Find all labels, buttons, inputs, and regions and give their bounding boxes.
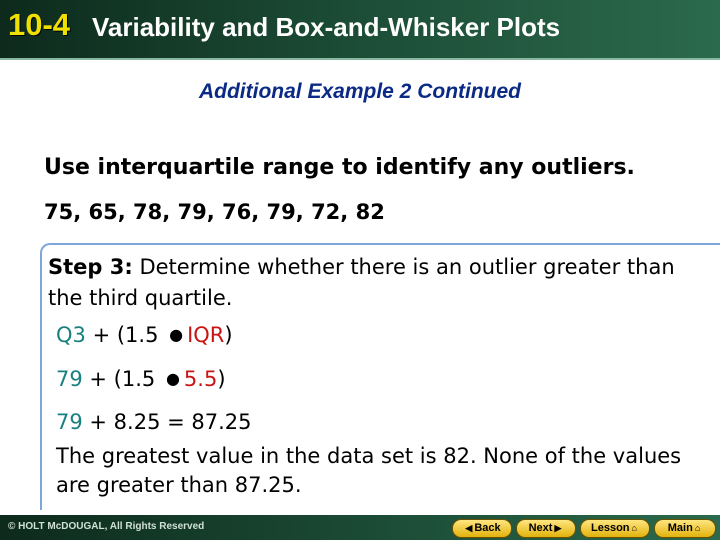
calc-line-2-end: ) — [217, 367, 226, 391]
copyright-text: © HOLT McDOUGAL, All Rights Reserved — [8, 521, 205, 532]
iqr-term: IQR — [187, 323, 225, 347]
main-button[interactable] — [654, 519, 716, 538]
back-label: Back — [474, 522, 501, 534]
lesson-title: Variability and Box-and-Whisker Plots — [92, 12, 561, 42]
iqr-value: 5.5 — [183, 367, 218, 391]
step-label: Step 3: — [48, 255, 133, 279]
calc-line-1 — [56, 323, 233, 347]
next-label: Next — [528, 522, 553, 534]
slide-footer — [0, 515, 720, 540]
calc-line-2-mid: + (1.5 — [82, 367, 162, 391]
step-text: Determine whether there is an outlier greater than the third quartile. — [48, 255, 675, 310]
slide-header — [0, 0, 720, 60]
calc-line-3-rest: + 8.25 = 87.25 — [82, 410, 252, 434]
q3-term: Q3 — [56, 323, 86, 347]
lesson-label: Lesson — [591, 522, 630, 534]
instruction-text: Use interquartile range to identify any outliers. — [44, 155, 635, 180]
house-icon: ⌂ — [694, 523, 701, 533]
lesson-button[interactable] — [580, 519, 650, 538]
dataset-values: 75, 65, 78, 79, 76, 79, 72, 82 — [44, 200, 385, 224]
house-icon: ⌂ — [631, 523, 637, 533]
step-paragraph — [48, 252, 688, 314]
bullet-dot-icon: ● — [165, 369, 180, 388]
back-button[interactable] — [452, 519, 512, 538]
main-label: Main — [667, 522, 693, 534]
calc-line-1-end: ) — [224, 323, 233, 347]
right-triangle-icon: ▶ — [554, 523, 562, 533]
lesson-number: 10-4 — [8, 7, 71, 42]
example-subtitle: Additional Example 2 Continued — [198, 80, 522, 103]
calc-line-2 — [56, 367, 226, 391]
calc-line-3 — [56, 410, 252, 434]
next-button[interactable] — [516, 519, 576, 538]
q3-value-2: 79 — [56, 410, 83, 434]
calc-line-1-mid: + (1.5 — [85, 323, 166, 347]
q3-value: 79 — [56, 367, 83, 391]
left-triangle-icon: ◀ — [465, 523, 473, 533]
conclusion-text: The greatest value in the data set is 82. None of the values are greater than 87.25. — [56, 444, 682, 497]
bullet-dot-icon: ● — [169, 325, 184, 344]
